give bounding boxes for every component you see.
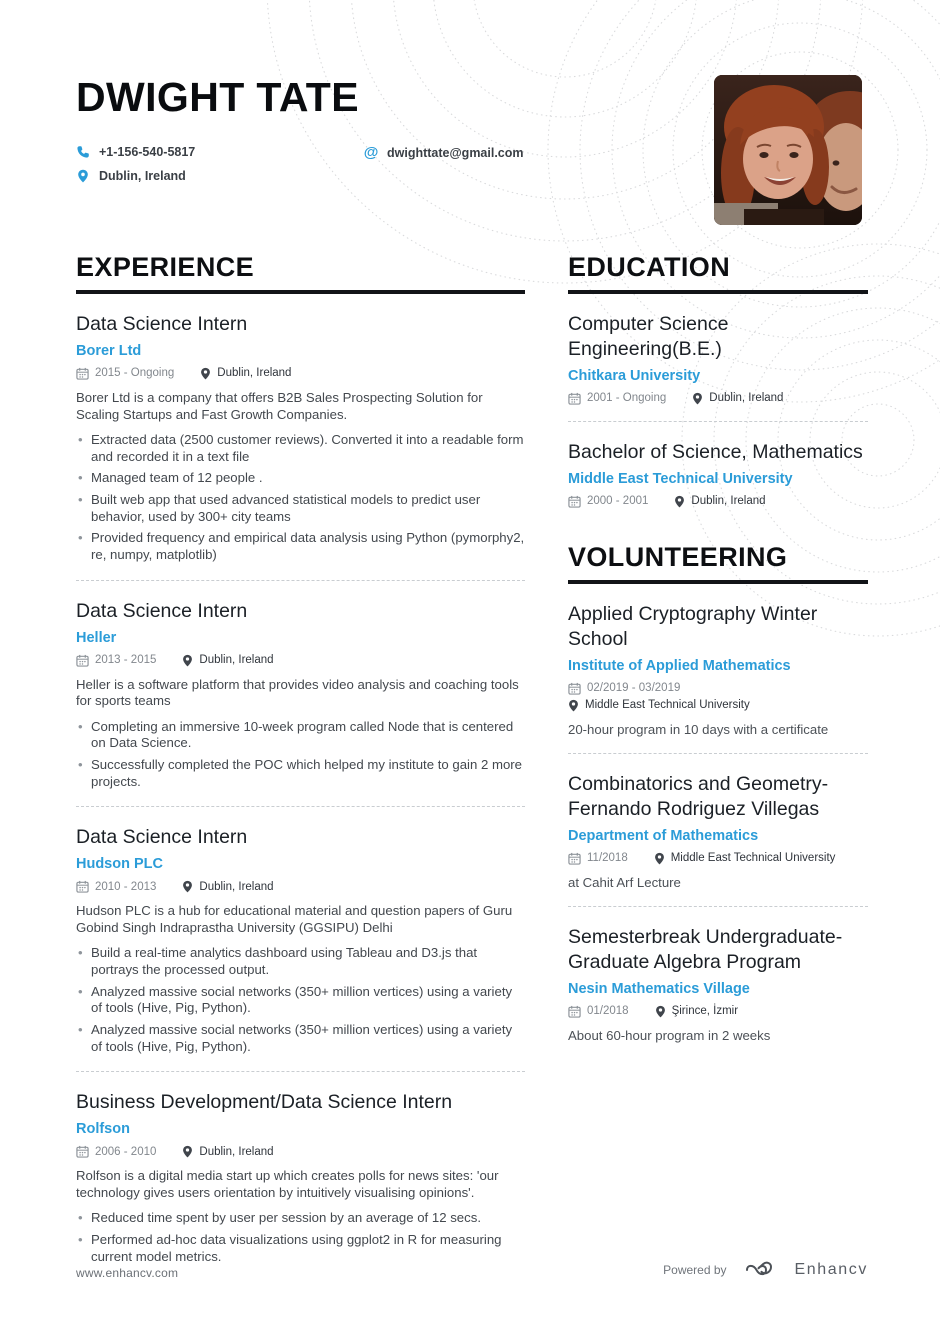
location-pin-icon [692,392,703,405]
bullet-item: • Provided frequency and empirical data analysis using Python (pymorphy2, re, numpy, matplotlib) [76,530,525,563]
entry-note: 20-hour program in 10 days with a certificate [568,721,829,737]
calendar-icon [568,1005,581,1018]
dashed-separator [568,421,868,422]
volunteering-entry [568,772,868,890]
experience-section [76,252,525,1270]
email-contact[interactable] [364,145,524,160]
job-title: Business Development/Data Science Intern [76,1091,453,1114]
job-title: Data Science Intern [76,599,248,622]
degree-title: Computer Science Engineering(B.E.) [568,313,729,360]
calendar-icon [568,682,581,695]
education-entry [568,312,868,405]
location-pin-icon [200,367,211,380]
dashed-separator [76,580,525,581]
bullet-item: • Extracted data (2500 customer reviews). Converted it into a readable form and recorded it in a text file [76,432,525,465]
location-pin-icon [654,852,665,865]
location-pin-icon [182,880,193,893]
location-pin-icon [674,495,685,508]
powered-by-label: Powered by [663,1263,727,1277]
at-icon: @ [363,144,379,161]
location-pin-icon [182,654,193,667]
experience-entry [76,825,525,1055]
school-name: Middle East Technical University [568,470,793,487]
experience-entry [76,1090,525,1265]
experience-entry [76,312,525,564]
entry-meta: 2013 - 2015 Dublin, Ireland [76,654,525,667]
calendar-icon [76,367,89,380]
company-name: Borer Ltd [76,342,142,359]
experience-heading: EXPERIENCE [76,252,525,294]
job-title: Data Science Intern [76,313,248,335]
dashed-separator [76,806,525,807]
entry-description: Hudson PLC is a hub for educational material and question papers of Guru Gobind Singh Indraprastha University (GGSIPU) Delhi [76,903,513,935]
bullet-item: • Analyzed massive social networks (350+ million vertices) using a variety of tools (Hive, Pig, Python). [76,984,525,1017]
dashed-separator [568,753,868,754]
profile-photo [714,75,862,225]
degree-title: Bachelor of Science, Mathematics [568,440,863,463]
bullet-item: • Successfully completed the POC which helped my institute to gain 2 more projects. [76,757,525,790]
volunteering-entry [568,925,868,1043]
company-name: Heller [76,629,117,646]
bullet-item: • Built web app that used advanced statistical models to predict user behavior, used by 300+ city teams [76,492,525,525]
company-name: Hudson PLC [76,856,163,873]
activity-title: Applied Cryptography Winter School [568,602,818,650]
entry-bullets [76,945,525,1055]
entry-bullets [76,432,525,563]
bullet-item: • Analyzed massive social networks (350+ million vertices) using a variety of tools (Hive, Pig, Python). [76,1022,525,1055]
entry-meta: 02/2019 - 03/2019 Middle East Technical University [568,682,868,712]
entry-note: About 60-hour program in 2 weeks [568,1027,771,1043]
volunteering-entry [568,602,868,737]
calendar-icon [76,1145,89,1158]
dashed-separator [76,1071,525,1072]
activity-title: Semesterbreak Undergraduate-Graduate Algebra Program [568,925,843,973]
location-pin-icon [76,169,90,183]
education-heading: EDUCATION [568,252,868,294]
bullet-item: • Managed team of 12 people . [76,470,525,487]
company-name: Rolfson [76,1121,130,1138]
entry-meta: 01/2018 Şirince, İzmir [568,1005,868,1018]
phone-icon [76,145,90,159]
education-entry [568,440,868,508]
entry-description: Rolfson is a digital media start up which creates polls for news sites: 'our technology gives users orientation by intuitively visualising opinions'. [76,1168,499,1200]
entry-note: at Cahit Arf Lecture [568,874,681,890]
entry-meta: 2000 - 2001 Dublin, Ireland [568,495,868,508]
organization-name: Department of Mathematics [568,827,759,844]
entry-meta: 2010 - 2013 Dublin, Ireland [76,880,525,893]
enhancv-logo-icon[interactable] [743,1258,779,1282]
footer-branding [663,1258,868,1282]
school-name: Chitkara University [568,367,701,384]
organization-name: Institute of Applied Mathematics [568,657,791,674]
location-pin-icon [655,1005,666,1018]
entry-bullets [76,719,525,791]
enhancv-brand-text[interactable]: Enhancv [794,1261,868,1278]
organization-name: Nesin Mathematics Village [568,980,750,997]
volunteering-heading: VOLUNTEERING [568,542,868,584]
email-address: dwighttate@gmail.com [387,145,524,160]
bullet-item: • Completing an immersive 10-week program called Node that is centered on Data Science. [76,719,525,752]
bullet-item: • Performed ad-hoc data visualizations using ggplot2 in R for measuring current model metrics. [76,1232,525,1265]
footer-website-link[interactable]: www.enhancv.com [76,1266,179,1280]
location-pin-icon [568,699,579,712]
calendar-icon [568,392,581,405]
activity-title: Combinatorics and Geometry-Fernando Rodriguez Villegas [568,772,829,820]
calendar-icon [76,880,89,893]
location-contact [76,169,186,183]
phone-contact[interactable] [76,145,195,159]
phone-number: +1-156-540-5817 [99,145,196,159]
entry-description: Borer Ltd is a company that offers B2B Sales Prospecting Solution for Scaling Startups and Fast Growth Companies. [76,389,483,422]
entry-bullets [76,1210,525,1265]
calendar-icon [76,654,89,667]
entry-meta: 2015 - Ongoing Dublin, Ireland [76,367,525,380]
job-title: Data Science Intern [76,826,248,849]
person-name: DWIGHT TATE [76,74,359,120]
entry-meta: 2006 - 2010 Dublin, Ireland [76,1145,525,1158]
bullet-item: • Reduced time spent by user per session by an average of 12 secs. [76,1210,525,1227]
entry-meta: 11/2018 Middle East Technical University [568,852,868,865]
bullet-item: • Build a real-time analytics dashboard using Tableau and D3.js that portrays the processed output. [76,945,525,978]
dashed-separator [568,906,868,907]
calendar-icon [568,495,581,508]
calendar-icon [568,852,581,865]
experience-entry [76,599,525,791]
entry-meta: 2001 - Ongoing Dublin, Ireland [568,392,868,405]
location-text: Dublin, Ireland [99,169,186,183]
location-pin-icon [182,1145,193,1158]
entry-description: Heller is a software platform that provides video analysis and coaching tools for sports teams [76,676,519,709]
right-column [568,252,868,1043]
